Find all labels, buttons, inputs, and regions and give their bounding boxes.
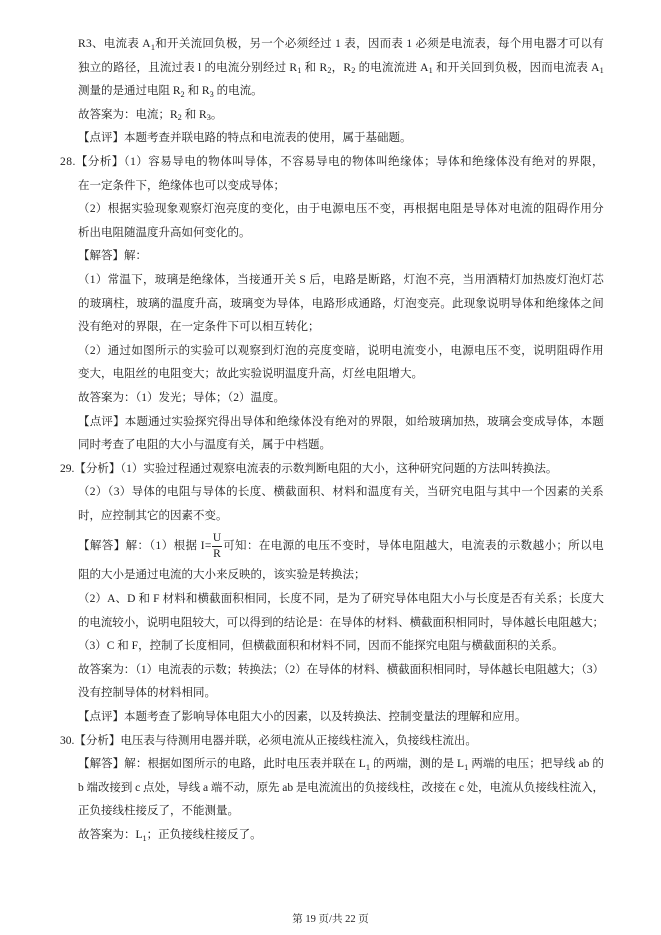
text-line [78, 753, 604, 777]
line-text [78, 416, 604, 428]
line-text [78, 664, 604, 676]
text-line [78, 564, 604, 588]
text-run: 的电流。 [213, 85, 263, 98]
text-line [78, 528, 604, 564]
line-text [78, 132, 412, 144]
line-text [78, 274, 604, 286]
comment-paragraph [78, 127, 604, 151]
comment-paragraph [78, 411, 604, 458]
answer-paragraph [78, 104, 604, 128]
text-run: 在一定条件下，绝缘体也可以变成导体； [78, 179, 285, 192]
text-run: 【解答】解： [78, 250, 147, 263]
line-text [78, 532, 604, 561]
text-run: b 端改接到 c 点处，导线 a 端不动，原先 ab 是电流流出的负接线柱，改接在 c 处，电流从负接线柱流入， [78, 781, 604, 794]
text-line [60, 151, 604, 175]
line-text [78, 640, 564, 652]
line-text [78, 250, 147, 262]
text-run: （3）C 和 F，控制了长度相同，但横截面积和材料不同，因而不能探究电阻与横截面积的关系。 [78, 640, 564, 653]
page-footer: 第 19 页/共 22 页 [292, 914, 369, 925]
line-text [78, 711, 527, 723]
subscript: 1 [365, 762, 371, 772]
subscript: 1 [599, 66, 604, 76]
answer-paragraph [78, 387, 604, 411]
paragraph [78, 635, 604, 659]
line-text [78, 569, 366, 581]
line-text [60, 735, 477, 747]
fraction [212, 532, 222, 561]
text-run: 独立的路径，且流过表 l 的电流分别经过 R [78, 61, 298, 74]
text-run: 【分析】电压表与待测用电器并联，必须电流从正接线柱流入，负接线柱流出。 [74, 734, 477, 747]
text-line [78, 635, 604, 659]
text-line [78, 505, 604, 529]
text-run: 时，应控制其它的因素不变。 [78, 509, 228, 522]
text-line [78, 777, 604, 801]
text-run: 析出电阻随温度升高如何变化的。 [78, 226, 251, 239]
text-run: 和开关回到负极，因而电流表 A [432, 61, 600, 74]
text-line [78, 706, 604, 730]
text-line [78, 127, 604, 151]
solution-paragraph [78, 753, 604, 824]
subscript: 2 [180, 89, 185, 99]
line-text [78, 392, 285, 404]
text-line [78, 269, 604, 293]
line-text [78, 805, 239, 817]
line-text [78, 486, 604, 498]
text-run: 测量的是通过电阻 R [78, 85, 181, 98]
text-run: 【点评】本题考查了影响导体电阻大小的因素，以及转换法、控制变量法的理解和应用。 [78, 711, 527, 724]
text-run: R3、电流表 A [78, 38, 151, 50]
fraction-numerator: U [212, 532, 222, 547]
line-text [78, 298, 604, 310]
text-run: 【分析】（1）容易导电的物体叫导体，不容易导电的物体叫绝缘体；导体和绝缘体没有绝对的界限， [75, 155, 604, 168]
text-run: 的电流流进 A [355, 61, 429, 74]
subscript: 1 [142, 833, 147, 843]
subscript: 1 [150, 42, 156, 52]
text-run: 阻的大小是通过电流的大小来反映的，该实验是转换法； [78, 569, 366, 582]
line-text [78, 109, 222, 121]
text-run: （2）根据实验现象观察灯泡亮度的变化，由于电源电压不变，再根据电阻是导体对电流的阻碍作用分 [78, 203, 604, 216]
text-run: 正负接线柱接反了，不能测量。 [78, 805, 239, 818]
subscript: 1 [428, 66, 433, 76]
text-run: 变大，电阻丝的电阻变大；故此实验说明温度升高，灯丝电阻增大。 [78, 368, 423, 381]
answer-paragraph [78, 659, 604, 706]
text-line [78, 659, 604, 683]
line-text [60, 156, 604, 168]
text-line [78, 57, 604, 81]
subscript: 2 [351, 66, 356, 76]
text-line [78, 387, 604, 411]
text-run: 【分析】（1）实验过程通过观察电流表的示数判断电阻的大小，这种研究问题的方法叫转换法。 [74, 462, 558, 475]
text-run: 故答案为：（1）发光；导体；（2）温度。 [78, 391, 285, 404]
line-text [78, 38, 604, 50]
text-run: （2）A、D 和 F 材料和横截面积相同，长度不同，是为了研究导体电阻大小与长度是否有关系；长度大 [78, 593, 604, 606]
text-line [78, 245, 604, 269]
text-line [78, 104, 604, 128]
line-text [78, 758, 604, 770]
text-line [78, 198, 604, 222]
line-text [60, 463, 557, 475]
subscript: 1 [464, 762, 469, 772]
text-run: 两端的电压；把导线 ab 的 [468, 758, 604, 771]
line-text [78, 62, 604, 74]
fraction-denominator: R [213, 548, 221, 561]
text-line [78, 434, 604, 458]
solution-paragraph [78, 528, 604, 588]
paragraph [78, 481, 604, 528]
text-line [78, 824, 604, 848]
text-run: （1）常温下，玻璃是绝缘体，当接通开关 S 后，电路是断路，灯泡不亮，当用酒精灯加热废灯泡灯芯 [78, 273, 604, 286]
line-text [78, 617, 604, 629]
line-text [78, 203, 604, 215]
text-run: 和 R [301, 61, 328, 74]
text-line [78, 481, 604, 505]
text-run: 故答案为：L [78, 829, 143, 841]
text-run: 【解答】解：根据如图所示的电路，此时电压表并联在 L [78, 758, 366, 771]
text-line [78, 80, 604, 104]
text-line [78, 33, 604, 57]
paragraph [78, 588, 604, 635]
paragraph [78, 340, 604, 387]
text-run: 同时考查了电阻的大小与温度有关，属于中档题。 [78, 439, 331, 452]
text-run: （2）（3）导体的电阻与导体的长度、横截面积、材料和温度有关，当研究电阻与其中一个因素的关系 [78, 486, 604, 499]
text-line [78, 411, 604, 435]
text-run: 的玻璃柱，玻璃的温度升高，玻璃变为导体，电路形成通路，灯泡变亮。此现象说明导体和绝缘体之间 [78, 297, 604, 310]
text-run: 。 [210, 108, 223, 121]
text-run: 故答案为：（1）电流表的示数；转换法；（2）在导体的材料、横截面积相同时，导体越长电阻越大；（3） [78, 663, 604, 676]
text-line [78, 340, 604, 364]
text-run: 的电流较小，说明电阻较大，可以得到的结论是：在导体的材料、横截面积相同时，导体越长电阻越大； [78, 616, 604, 629]
line-text [78, 593, 604, 605]
text-run: ；正负接线柱接反了。 [146, 829, 262, 841]
question-29-analysis-paragraph [60, 458, 604, 482]
text-run: ，R [331, 61, 352, 74]
line-text [78, 345, 604, 357]
line-text [78, 321, 320, 333]
text-run: 没有控制导体的材料相同。 [78, 687, 216, 700]
line-text [78, 829, 262, 841]
text-line [78, 363, 604, 387]
paragraph [78, 269, 604, 340]
text-line [78, 316, 604, 340]
subscript: 2 [327, 66, 332, 76]
line-text [78, 180, 285, 192]
text-run: （2）通过如图所示的实验可以观察到灯泡的亮度变暗，说明电流变小，电源电压不变，说明阻碍作用 [78, 344, 604, 357]
question-number: 29. [60, 462, 75, 475]
line-text [78, 782, 604, 794]
text-run: 和开关流回负极，另一个必须经过 1 表，因而表 1 必须是电流表，每个用电器才可以有 [155, 38, 604, 50]
text-line [60, 730, 604, 754]
solution-paragraph [78, 245, 604, 269]
text-line [78, 682, 604, 706]
answer-paragraph [78, 824, 604, 848]
text-line [78, 222, 604, 246]
question-number: 30. [60, 734, 75, 747]
text-line [78, 800, 604, 824]
text-line [60, 458, 604, 482]
text-run: 【点评】本题考查并联电路的特点和电流表的使用，属于基础题。 [78, 132, 412, 145]
line-text [78, 687, 216, 699]
question-28-analysis-paragraph [60, 151, 604, 198]
text-run: 和 R [181, 108, 207, 121]
line-text [78, 439, 331, 451]
text-line [78, 175, 604, 199]
line-text [78, 510, 228, 522]
text-line [78, 293, 604, 317]
comment-paragraph [78, 706, 604, 730]
paragraph [78, 198, 604, 245]
line-text [78, 227, 251, 239]
text-run: 的两端，测的是 L [370, 758, 465, 771]
text-run: 和 R [184, 85, 210, 98]
question-number: 28. [60, 155, 76, 168]
text-run: 可知：在电源的电压不变时，导体电阻越大，电流表的示数越小；所以电 [223, 540, 604, 553]
answer-key-body [60, 33, 604, 848]
question-30-analysis-paragraph [60, 730, 604, 754]
text-run: 故答案为：电流；R [78, 108, 178, 121]
text-run: 【点评】本题通过实验探究得出导体和绝缘体没有绝对的界限，如给玻璃加热，玻璃会变成导体，本题 [78, 415, 604, 428]
text-line [78, 588, 604, 612]
text-run: 没有绝对的界限，在一定条件下可以相互转化； [78, 321, 320, 334]
subscript: 3 [209, 89, 214, 99]
text-run: 【解答】解：（1）根据 I= [78, 540, 212, 553]
paragraph [78, 33, 604, 104]
subscript: 2 [177, 113, 182, 123]
subscript: 3 [206, 113, 211, 123]
text-line [78, 612, 604, 636]
subscript: 1 [297, 66, 302, 76]
line-text [78, 85, 263, 97]
line-text [78, 368, 423, 380]
